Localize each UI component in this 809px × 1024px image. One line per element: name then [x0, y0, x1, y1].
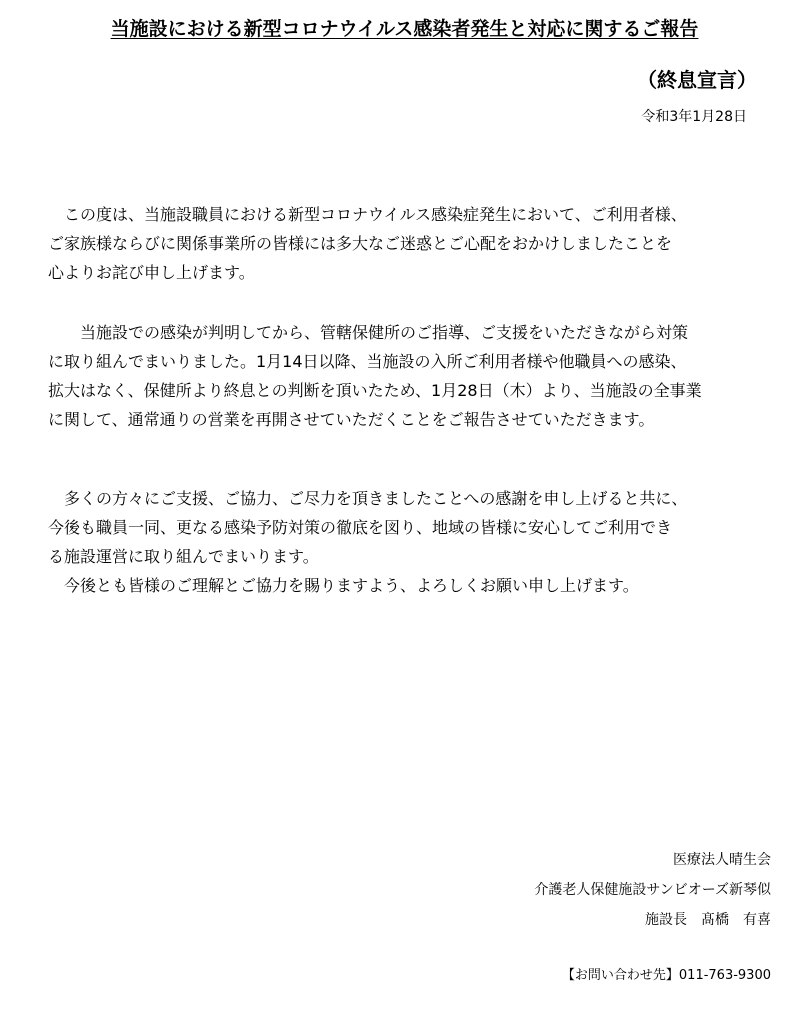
paragraph-line: 当施設での感染が判明してから、管轄保健所のご指導、ご支援をいただきながら対策 [48, 323, 689, 342]
signature-organization: 医療法人晴生会 [673, 852, 771, 868]
paragraph-line: この度は、当施設職員における新型コロナウイルス感染症発生において、ご利用者様、 [48, 205, 687, 224]
paragraph-response [48, 318, 768, 434]
paragraph-line: に取り組んでまいりました。1月14日以降、当施設の入所ご利用者様や他職員への感染、 [48, 352, 687, 371]
paragraph-line: 今後とも皆様のご理解とご協力を賜りますよう、よろしくお願い申し上げます。 [48, 576, 639, 595]
paragraph-apology [48, 200, 768, 287]
paragraph-line: に関して、通常通りの営業を再開させていただくことをご報告させていただきます。 [48, 410, 655, 429]
paragraph-gratitude [48, 484, 768, 571]
paragraph-line: 拡大はなく、保健所より終息との判断を頂いたため、1月28日（木）より、当施設の全事業 [48, 381, 702, 400]
paragraph-line: る施設運営に取り組んでまいります。 [48, 547, 319, 566]
paragraph-closing [48, 571, 768, 600]
document-subtitle: （終息宣言） [637, 68, 757, 92]
paragraph-line: 多くの方々にご支援、ご協力、ご尽力を頂きましたことへの感謝を申し上げると共に、 [48, 489, 688, 508]
signature-block [534, 845, 771, 935]
paragraph-line: 今後も職員一同、更なる感染予防対策の徹底を図り、地域の皆様に安心してご利用でき [48, 518, 673, 537]
document-date: 令和3年1月28日 [641, 109, 747, 125]
paragraph-line: ご家族様ならびに関係事業所の皆様には多大なご迷惑とご心配をおかけしましたことを [48, 234, 673, 253]
signature-director: 施設長 髙橋 有喜 [645, 912, 771, 928]
document-title: 当施設における新型コロナウイルス感染者発生と対応に関するご報告 [110, 18, 699, 40]
signature-facility: 介護老人保健施設サンビオーズ新琴似 [534, 882, 771, 898]
paragraph-line: 心よりお詫び申し上げます。 [48, 263, 255, 282]
contact-info: 【お問い合わせ先】011-763-9300 [561, 968, 771, 983]
